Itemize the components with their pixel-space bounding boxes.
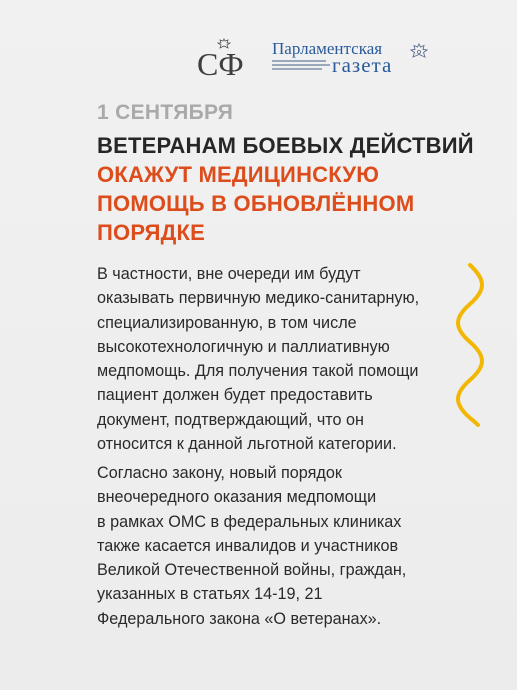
- paragraph-line: также касается инвалидов и участников: [97, 536, 399, 555]
- federation-council-logo: [197, 38, 257, 82]
- paragraph-line: документ, подтверждающий, что он: [97, 410, 364, 429]
- paragraph-line: пациент должен будет предоставить: [97, 386, 373, 405]
- headline-line-accent: ОКАЖУТ МЕДИЦИНСКУЮ: [97, 162, 380, 187]
- logos-bar: [197, 38, 393, 82]
- paragraph-line: оказывать первичную медико-санитарную,: [97, 289, 420, 308]
- paragraph-line: высокотехнологичную и паллиативную: [97, 337, 390, 356]
- paragraph-line: Согласно закону, новый порядок: [97, 464, 342, 482]
- paragraph-line: медпомощь. Для получения такой помощи: [97, 362, 419, 381]
- wavy-line-icon: [452, 262, 488, 427]
- paragraph-line: указанных в статьях 14-19, 21: [97, 585, 323, 604]
- paragraph-line: относится к данной льготной категории.: [97, 435, 397, 454]
- headline-line-dark: ВЕТЕРАНАМ БОЕВЫХ ДЕЙСТВИЙ: [97, 133, 474, 158]
- paragraph-line: В частности, вне очереди им будут: [97, 265, 361, 283]
- pg-logo-subtitle: газета: [332, 53, 393, 77]
- post-date: 1 СЕНТЯБРЯ: [97, 101, 234, 124]
- headline-line-accent: ПОМОЩЬ В ОБНОВЛЁННОМ: [97, 191, 415, 216]
- sf-logo-text: СФ: [197, 46, 244, 82]
- pg-logo-title: Парламентская: [272, 39, 383, 58]
- headline-line-accent: ПОРЯДКЕ: [97, 220, 206, 245]
- paragraph-line: Федерального закона «О ветеранах».: [97, 609, 382, 628]
- paragraph-line: специализированную, в том числе: [97, 313, 357, 332]
- body-paragraph-1: [97, 262, 497, 456]
- pg-logo-fineprint: [272, 60, 330, 70]
- eagle-emblem-icon: [410, 42, 428, 62]
- paragraph-line: Великой Отечественной войны, граждан,: [97, 561, 407, 580]
- parliamentary-gazette-logo: [272, 40, 432, 76]
- headline: [97, 131, 497, 247]
- paragraph-line: внеочередного оказания медпомощи: [97, 488, 377, 507]
- body-paragraph-2: [97, 461, 497, 631]
- paragraph-line: в рамках ОМС в федеральных клиниках: [97, 512, 402, 531]
